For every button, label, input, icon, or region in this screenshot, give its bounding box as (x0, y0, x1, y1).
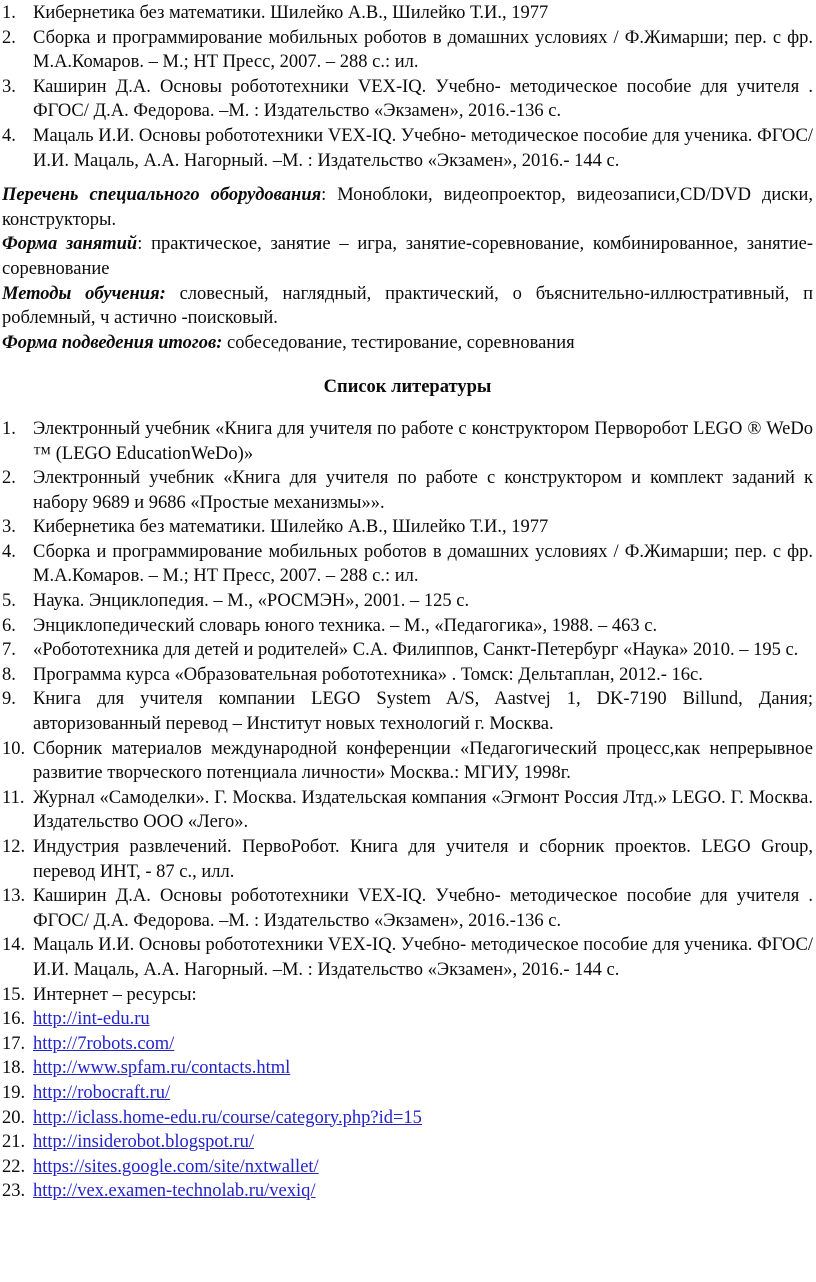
paragraph-assessment-forms (2, 331, 813, 356)
list-item (2, 835, 813, 884)
list-item-number: 1. (2, 3, 16, 23)
list-item-text: Программа курса «Образовательная робототехника» . Томск: Дельтаплан, 2012.- 16с. (33, 664, 703, 685)
link-7robots[interactable]: http://7robots.com/ (33, 1033, 175, 1054)
list-item-text: Книга для учителя компании LEGO System A/S, Aastvej 1, DK-7190 Billund, Дания; авторизованный перевод – Институт новых технологий г. Москва. (33, 689, 813, 735)
list-item (2, 1179, 813, 1204)
paragraph-text: собеседование, тестирование, соревнования (222, 332, 575, 353)
list-item-text: Каширин Д.А. Основы робототехники VEX-IQ. Учебно- методическое пособие для учителя . ФГОС/ Д.А. Федорова. –М. : Издательство «Экзамен», 2016.-136 с. (33, 76, 813, 122)
list-item (2, 1007, 813, 1032)
list-item (2, 540, 813, 589)
list-item-text: Кибернетика без математики. Шилейко А.В., Шилейко Т.И., 1977 (33, 3, 549, 23)
list-item-number: 16. (2, 1009, 26, 1030)
list-item-number: 17. (2, 1033, 26, 1054)
list-item-text: «Робототехника для детей и родителей» С.А. Филиппов, Санкт-Петербург «Наука» 2010. – 195 с. (33, 640, 799, 661)
list-item (2, 26, 813, 75)
list-item-number: 14. (2, 935, 26, 956)
list-item-number: 18. (2, 1058, 26, 1079)
list-item-number: 5. (2, 591, 16, 612)
list-item (2, 515, 813, 540)
list-item-number: 1. (2, 418, 16, 439)
list-item-number: 22. (2, 1156, 26, 1177)
list-item (2, 75, 813, 124)
paragraph-teaching-methods (2, 282, 813, 331)
list-item-number: 10. (2, 738, 26, 759)
paragraph-head: Методы обучения: (2, 283, 166, 304)
list-item-text: Мацаль И.И. Основы робототехники VEX-IQ. Учебно- методическое пособие для ученика. ФГОС/ И.И. Мацаль, А.А. Нагорный. –М. : Издательство «Экзамен», 2016.- 144 с. (33, 125, 813, 171)
info-paragraphs (2, 183, 813, 355)
list-item-number: 20. (2, 1107, 26, 1128)
list-item (2, 614, 813, 639)
list-item-number: 4. (2, 541, 16, 562)
list-item-text: Электронный учебник «Книга для учителя по работе с конструктором Перворобот LEGO ® WeDo ™ (LEGO EducationWeDo)» (33, 418, 813, 464)
list-item (2, 1056, 813, 1081)
list-item (2, 124, 813, 173)
list-item (2, 786, 813, 835)
list-item-number: 19. (2, 1082, 26, 1103)
paragraph-head: Перечень специального оборудования (2, 185, 322, 206)
list-item (2, 1081, 813, 1106)
list-item-text: Наука. Энциклопедия. – М., «РОСМЭН», 2001. – 125 с. (33, 591, 470, 612)
list-item (2, 589, 813, 614)
list-item-number: 3. (2, 76, 16, 97)
list-item (2, 1130, 813, 1155)
list-item-number: 11. (2, 787, 25, 808)
list-item-number: 23. (2, 1181, 26, 1202)
list-item-number: 9. (2, 689, 16, 710)
link-sites-google-nxtwallet[interactable]: https://sites.google.com/site/nxtwallet/ (33, 1156, 319, 1177)
list-item-number: 12. (2, 837, 26, 857)
list-item (2, 1155, 813, 1180)
list-item-number: 13. (2, 886, 26, 907)
list-item (2, 638, 813, 663)
list-item-number: 2. (2, 27, 16, 48)
list-item-text: Сборка и программирование мобильных роботов в домашних условиях / Ф.Жимарши; пер. с фр. М.А.Комаров. – М.; НТ Пресс, 2007. – 288 с.: ил. (33, 541, 813, 587)
list-item-text: Энциклопедический словарь юного техника. – М., «Педагогика», 1988. – 463 с. (33, 615, 658, 636)
paragraph-equipment (2, 183, 813, 232)
list-item (2, 737, 813, 786)
paragraph-head: Форма подведения итогов: (2, 332, 223, 353)
list-item-text: Сборка и программирование мобильных роботов в домашних условиях / Ф.Жимарши; пер. с фр. М.А.Комаров. – М.; НТ Пресс, 2007. – 288 с.: ил. (33, 27, 813, 73)
list-item-text: Электронный учебник «Книга для учителя по работе с конструктором и комплект заданий к набору 9689 и 9686 «Простые механизмы»». (33, 468, 813, 513)
list-item-text: Индустрия развлечений. ПервоРобот. Книга для учителя и сборник проектов. LEGO Group, перевод ИНТ, - 87 с., илл. (33, 837, 813, 882)
list-item (2, 1106, 813, 1131)
list-item (2, 884, 813, 933)
paragraph-head: Форма занятий (2, 234, 138, 255)
list-item-number: 6. (2, 615, 16, 636)
section-heading: Список литературы (323, 377, 492, 398)
paragraph-lesson-forms (2, 232, 813, 281)
link-iclass-home-edu[interactable]: http://iclass.home-edu.ru/course/category.php?id=15 (33, 1107, 422, 1128)
list-item-text: Каширин Д.А. Основы робототехники VEX-IQ. Учебно- методическое пособие для учителя . ФГОС/ Д.А. Федорова. –М. : Издательство «Экзамен», 2016.-136 с. (33, 886, 813, 931)
link-vex-examen-technolab[interactable]: http://vex.examen-technolab.ru/vexiq/ (33, 1181, 316, 1202)
list-item-number: 15. (2, 984, 26, 1005)
paragraph-text: словесный, наглядный, практический, о бъяснительно-иллюстративный, п роблемный, ч астично -поисковый. (2, 283, 813, 329)
list-item-number: 7. (2, 640, 16, 661)
paragraph-text: : практическое, занятие – игра, занятие-соревнование, комбинированное, занятие-соревнование (2, 234, 813, 279)
list-item-number: 3. (2, 517, 16, 538)
list-item-number: 8. (2, 664, 16, 685)
link-insiderobot-blogspot[interactable]: http://insiderobot.blogspot.ru/ (33, 1132, 254, 1153)
list-item-number: 4. (2, 125, 16, 146)
list-item-number: 2. (2, 468, 16, 489)
list-item-text: Интернет – ресурсы: (33, 984, 197, 1005)
list-item (2, 1032, 813, 1057)
list-item (2, 417, 813, 466)
link-robocraft[interactable]: http://robocraft.ru/ (33, 1082, 171, 1103)
link-spfam-contacts[interactable]: http://www.spfam.ru/contacts.html (33, 1058, 291, 1079)
list-item (2, 1, 813, 26)
list-item (2, 663, 813, 688)
list-item-text: Мацаль И.И. Основы робототехники VEX-IQ. Учебно- методическое пособие для ученика. ФГОС/ И.И. Мацаль, А.А. Нагорный. –М. : Издательство «Экзамен», 2016.- 144 с. (33, 935, 813, 980)
paragraph-text: : Моноблоки, видеопроектор, видеозаписи,CD/DVD диски, конструкторы. (2, 185, 813, 230)
top-reference-list (2, 1, 813, 173)
list-item (2, 933, 813, 982)
link-int-edu[interactable]: http://int-edu.ru (33, 1009, 150, 1030)
list-item (2, 687, 813, 736)
list-item-text: Журнал «Самоделки». Г. Москва. Издательская компания «Эгмонт Россия Лтд.» LEGO. Г. Москва. Издательство ООО «Лего». (33, 787, 813, 833)
list-item (2, 983, 813, 1008)
list-item-text: Кибернетика без математики. Шилейко А.В., Шилейко Т.И., 1977 (33, 517, 549, 538)
list-item-text: Сборник материалов международной конференции «Педагогический процесс,как непрерывное развитие творческого потенциала личности» Москва.: МГИУ, 1998г. (33, 738, 813, 784)
list-item-number: 21. (2, 1132, 26, 1153)
literature-list (2, 417, 813, 1204)
list-item (2, 466, 813, 515)
